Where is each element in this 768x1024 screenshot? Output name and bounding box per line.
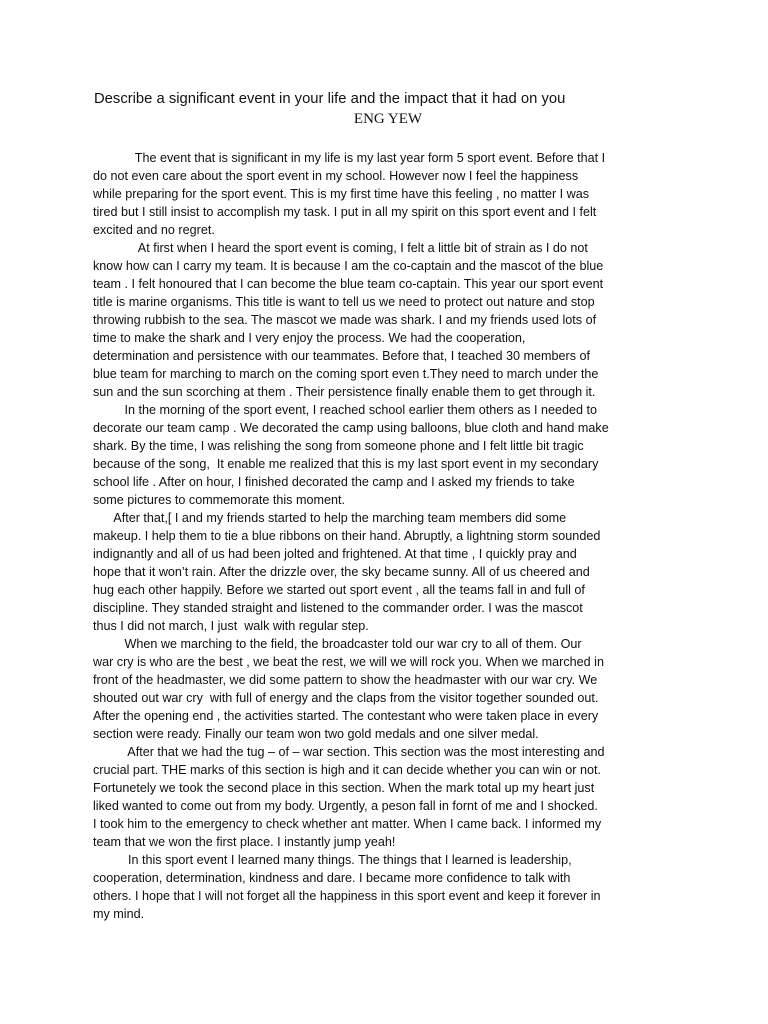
essay-line: After the opening end , the activities started. The contestant who were taken place in every (93, 709, 599, 723)
essay-line: In the morning of the sport event, I reached school earlier them others as I needed to (93, 403, 598, 417)
essay-line: title is marine organisms. This title is want to tell us we need to protect out nature and stop (93, 295, 595, 309)
essay-line: throwing rubbish to the sea. The mascot we made was shark. I and my friends used lots of (93, 313, 597, 327)
essay-line: determination and persistence with our teammates. Before that, I teached 30 members of (93, 349, 591, 363)
essay-line: makeup. I help them to tie a blue ribbons on their hand. Abruptly, a lightning storm sounded (93, 529, 601, 543)
essay-line: my mind. (93, 907, 145, 921)
essay-line: thus I did not march, I just walk with regular step. (93, 619, 369, 633)
essay-line: some pictures to commemorate this moment. (93, 493, 345, 507)
essay-body (93, 149, 679, 923)
essay-line: hug each other happily. Before we started out sport event , all the teams fall in and full of (93, 583, 585, 597)
essay-line: hope that it won’t rain. After the drizzle over, the sky became sunny. All of us cheered and (93, 565, 590, 579)
essay-line: school life . After on hour, I finished decorated the camp and I asked my friends to take (93, 475, 575, 489)
essay-line: At first when I heard the sport event is coming, I felt a little bit of strain as I do not (93, 241, 588, 255)
essay-line: do not even care about the sport event in my school. However now I feel the happiness (93, 169, 579, 183)
essay-line: time to make the shark and I very enjoy the process. We had the cooperation, (93, 331, 526, 345)
essay-line: Fortunetely we took the second place in this section. When the mark total up my heart just (93, 781, 595, 795)
essay-line: shark. By the time, I was relishing the song from someone phone and I felt little bit tragic (93, 439, 584, 453)
essay-prompt-title: Describe a significant event in your life and the impact that it had on you (94, 91, 566, 107)
essay-line: indignantly and all of us had been jolted and frightened. At that time , I quickly pray and (93, 547, 577, 561)
essay-line: In this sport event I learned many things. The things that I learned is leadership, (93, 853, 572, 867)
essay-line: team that we won the first place. I instantly jump yeah! (93, 835, 396, 849)
essay-line: section were ready. Finally our team won two gold medals and one silver medal. (93, 727, 539, 741)
essay-line: war cry is who are the best , we beat the rest, we will we will rock you. When we marched in (93, 655, 604, 669)
essay-line: When we marching to the field, the broadcaster told our war cry to all of them. Our (93, 637, 582, 651)
essay-line: sun and the sun scorching at them . Their persistence finally enable them to get through it. (93, 385, 596, 399)
author-name: ENG YEW (353, 111, 423, 127)
essay-line: liked wanted to come out from my body. Urgently, a peson fall in fornt of me and I shocked. (93, 799, 598, 813)
essay-line: I took him to the emergency to check whether ant matter. When I came back. I informed my (93, 817, 602, 831)
essay-line: After that we had the tug – of – war section. This section was the most interesting and (93, 745, 605, 759)
essay-line: others. I hope that I will not forget all the happiness in this sport event and keep it forever in (93, 889, 601, 903)
essay-line: excited and no regret. (93, 223, 215, 237)
essay-line: because of the song, It enable me realized that this is my last sport event in my secondary (93, 457, 599, 471)
essay-line: shouted out war cry with full of energy and the claps from the visitor together sounded out. (93, 691, 599, 705)
essay-line: while preparing for the sport event. This is my first time have this feeling , no matter I was (93, 187, 590, 201)
essay-line: front of the headmaster, we did some pattern to show the headmaster with our war cry. We (93, 673, 598, 687)
essay-line: After that,[ I and my friends started to help the marching team members did some (93, 511, 567, 525)
essay-line: team . I felt honoured that I can become the blue team co-captain. This year our sport event (93, 277, 604, 291)
essay-line: decorate our team camp . We decorated the camp using balloons, blue cloth and hand make (93, 421, 609, 435)
essay-line: crucial part. THE marks of this section is high and it can decide whether you can win or not. (93, 763, 601, 777)
essay-line: cooperation, determination, kindness and dare. I became more confidence to talk with (93, 871, 571, 885)
essay-line: discipline. They standed straight and listened to the commander order. I was the mascot (93, 601, 583, 615)
essay-line: blue team for marching to march on the coming sport even t.They need to march under the (93, 367, 599, 381)
essay-line: tired but I still insist to accomplish my task. I put in all my spirit on this sport event and I felt (93, 205, 597, 219)
essay-line: The event that is significant in my life is my last year form 5 sport event. Before that I (93, 151, 606, 165)
essay-line: know how can I carry my team. It is because I am the co-captain and the mascot of the blue (93, 259, 604, 273)
